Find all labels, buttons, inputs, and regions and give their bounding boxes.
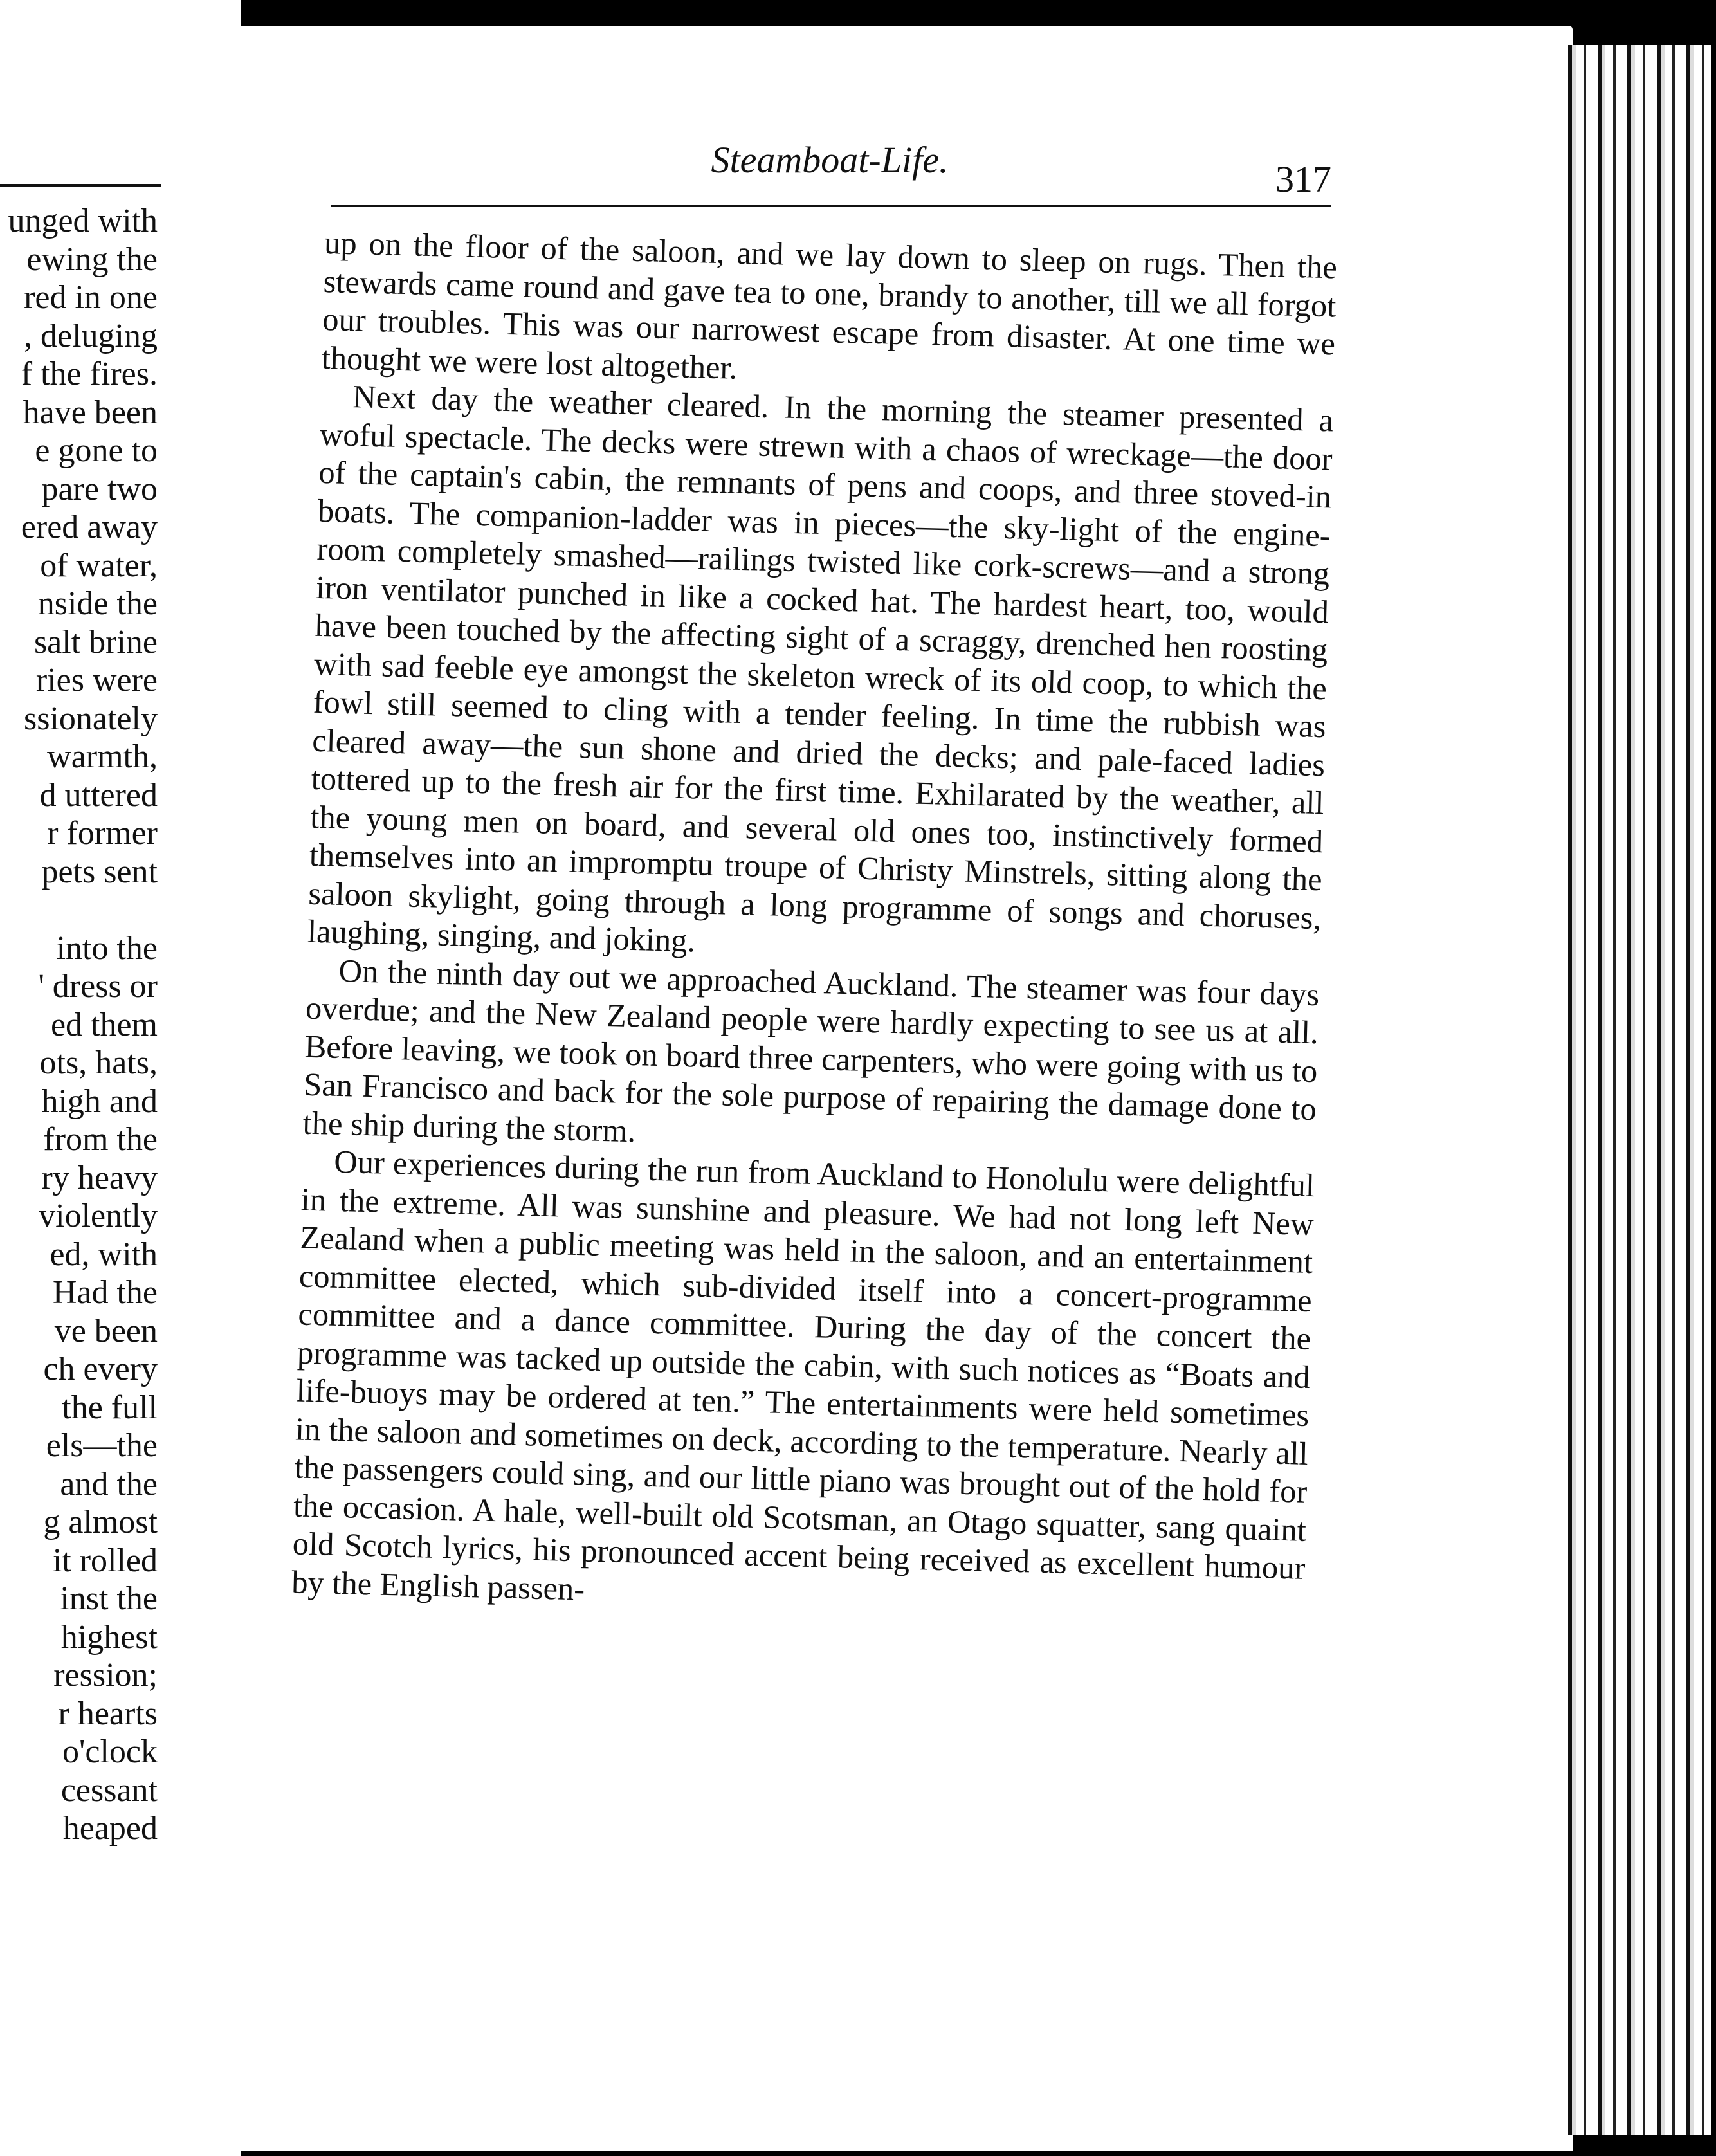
left-line: d uttered [39,776,158,814]
left-line: from the [43,1121,158,1158]
left-line: nside the [37,585,158,622]
left-page [0,0,241,2156]
left-line: the full [62,1389,158,1426]
left-line: o'clock [62,1733,158,1770]
left-line: ries were [35,662,158,699]
left-line: it rolled [52,1542,158,1579]
left-line: into the [56,929,158,967]
left-line: , deluging [24,317,158,354]
left-line: high and [41,1083,158,1120]
left-line: pets sent [41,853,158,890]
page-header [328,138,1331,200]
left-line: ewing the [26,241,158,278]
left-line: red in one [24,279,158,316]
left-line: r former [47,815,158,852]
left-line: ed, with [50,1236,158,1273]
body-text [291,224,1338,1626]
paragraph: On the ninth day out we approached Auckland. The steamer was four days overdue; and the New Zealand people were hardly expecting to see us at all. Before leaving, we took on board three carpenters, who were going with us to San Francisco and back for the sole purpose of repairing the damage done to the ship during the storm. [302,952,1320,1149]
page-number: 317 [1275,158,1331,200]
left-line: heaped [62,1810,158,1847]
left-line: ' dress or [38,968,158,1005]
left-line: ered away [21,509,158,545]
left-line: ssionately [24,700,158,737]
left-line: salt brine [33,623,158,661]
left-line: ve been [54,1312,158,1349]
left-line: unged with [8,203,158,239]
left-line: ots, hats, [39,1045,158,1081]
left-line: and the [60,1465,158,1503]
left-line: ry heavy [41,1159,158,1196]
left-line: ch every [43,1351,158,1387]
left-line: g almost [43,1504,158,1540]
header-rule [331,205,1331,207]
left-line: ed them [50,1006,158,1043]
running-title: Steamboat-Life. [711,139,949,181]
left-line: violently [39,1198,158,1234]
paragraph: Next day the weather cleared. In the morning the steamer presented a woful spectacle. The decks were strewn with a chaos of wreckage—the door of the captain's cabin, the remnants of pens and coops, and three stoved-in boats. The companion-ladder was in pieces—the sky-light of the engine-room completely smashed—railings twisted like cork-screws—and a strong iron ventilator punched in like a cocked hat. The hardest heart, too, would have been touched by the affecting sight of a scraggy, drenched hen roosting with sad feeble eye amongst the skeleton wreck of its old coop, to which the fowl still seemed to cling with a tender feeling. In time the rubbish was cleared away—the sun shone and dried the decks; and pale-faced ladies tottered up to the fresh air for the first time. Exhilarated by the weather, all the young men on board, and several old ones too, instinctively formed themselves into an impromptu troupe of Christy Minstrels, sitting along the saloon skylight, going through a long programme of songs and choruses, laughing, singing, and joking. [307,378,1334,959]
left-line: pare two [41,470,158,507]
left-page-header-rule [0,184,161,187]
left-line: highest [60,1618,158,1656]
left-line-gap [0,891,158,929]
left-line: ression; [53,1657,158,1694]
left-line: of water, [40,547,158,584]
left-line: Had the [52,1274,158,1311]
paragraph: Our experiences during the run from Auckland to Honolulu were delightful in the extreme. All was sunshine and pleasure. We had not long left New Zealand when a public meeting was held in the saloon, and an entertainment committee elected, which sub-divided itself into a concert-programme committee and a dance committee. During the day of the concert the programme was tacked up outside the cabin, with such notices as “Boats and life-buoys may be ordered at ten.” The entertainments were held sometimes in the saloon and sometimes on deck, according to the temperature. Nearly all the passengers could sing, and our little piano was brought out of the hold for the occasion. A hale, well-built old Scotsman, an Otago squatter, sang quaint old Scotch lyrics, his pronounced accent being received as excellent humour by the English passen- [291,1143,1315,1607]
left-line: warmth, [47,738,158,775]
paragraph: up on the floor of the saloon, and we lay down to sleep on rugs. Then the stewards came round and gave tea to one, brandy to another, till we all forgot our troubles. This was our narrowest escape from disaster. At one time we thought we were lost altogether. [321,224,1338,386]
left-line: r hearts [58,1695,158,1732]
left-line: e gone to [35,432,158,469]
left-line: f the fires. [21,356,158,392]
left-line: have been [23,394,158,431]
page-edges [1556,45,1711,2135]
left-line: cessant [60,1771,158,1809]
left-line: els—the [46,1427,158,1464]
left-line: inst the [60,1580,158,1617]
left-page-text [0,202,158,1848]
